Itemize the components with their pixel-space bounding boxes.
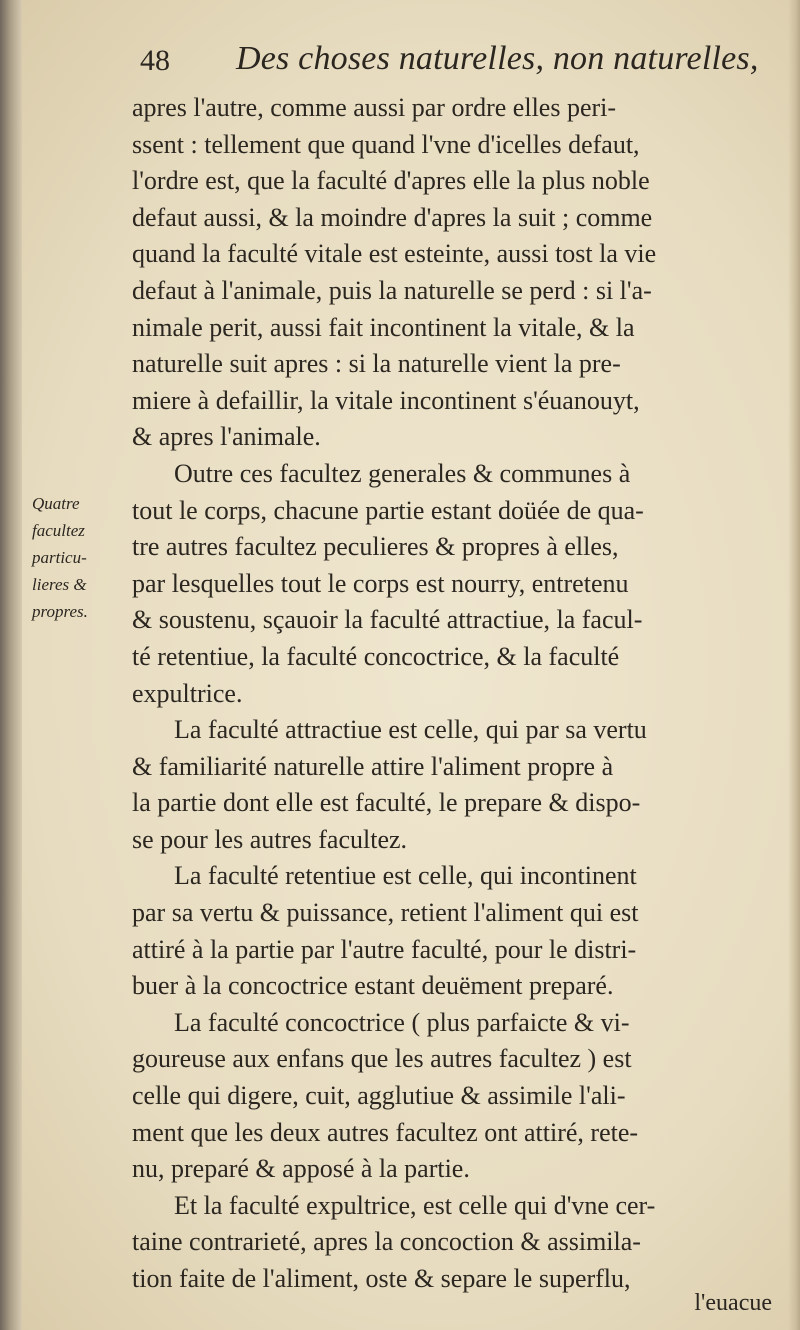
text-line: Et la faculté expultrice, est celle qui d'vne cer- xyxy=(174,1190,656,1220)
text-line: se pour les autres facultez. xyxy=(132,824,408,854)
text-line: Outre ces facultez generales & communes à xyxy=(174,458,631,488)
text-line: apres l'autre, comme aussi par ordre elles peri- xyxy=(132,93,617,122)
text-line: defaut aussi, & la moindre d'apres la suit ; comme xyxy=(132,202,653,232)
text-line: tre autres facultez peculieres & propres à elles, xyxy=(132,532,619,562)
margin-note-line: Quatre xyxy=(32,494,80,513)
text-line: attiré à la partie par l'autre faculté, pour le distri- xyxy=(132,934,637,964)
text-line: taine contrarieté, apres la concoction & assimila- xyxy=(132,1227,641,1257)
catchword: l'euacue xyxy=(694,1290,772,1316)
text-line: ment que les deux autres facultez ont attiré, rete- xyxy=(132,1117,639,1147)
text-line: expultrice. xyxy=(132,678,243,708)
text-line: la partie dont elle est faculté, le prepare & dispo- xyxy=(132,788,641,818)
text-line: tion faite de l'aliment, oste & separe le superflu, xyxy=(132,1264,631,1293)
margin-note-line: lieres & xyxy=(32,575,87,594)
text-line: La faculté concoctrice ( plus parfaicte & vi- xyxy=(174,1007,630,1037)
text-line: La faculté retentiue est celle, qui incontinent xyxy=(174,861,637,891)
text-line: & soustenu, sçauoir la faculté attractiue, la facul- xyxy=(132,605,643,635)
text-line: & apres l'animale. xyxy=(132,422,321,452)
margin-note-line: particu- xyxy=(32,548,87,567)
text-line: tout le corps, chacune partie estant doüée de qua- xyxy=(132,495,644,525)
running-title: Des choses naturelles, non naturelles, xyxy=(236,40,759,77)
text-line: & familiarité naturelle attire l'aliment propre à xyxy=(132,751,614,781)
margin-note-line: facultez xyxy=(32,521,85,540)
text-line: té retentiue, la faculté concoctrice, & la faculté xyxy=(132,641,620,671)
page-number: 48 xyxy=(140,44,170,77)
page-edge-shadow xyxy=(788,0,800,1330)
text-line: par lesquelles tout le corps est nourry, entretenu xyxy=(132,568,629,598)
text-line: quand la faculté vitale est esteinte, aussi tost la vie xyxy=(132,239,657,269)
binding-gutter xyxy=(0,0,22,1330)
text-line: l'ordre est, que la faculté d'apres elle la plus noble xyxy=(132,166,650,196)
text-line: celle qui digere, cuit, agglutiue & assimile l'ali- xyxy=(132,1081,626,1111)
text-line: buer à la concoctrice estant deuëment preparé. xyxy=(132,971,614,1001)
text-line: naturelle suit apres : si la naturelle vient la pre- xyxy=(132,349,621,379)
text-line: defaut à l'animale, puis la naturelle se perd : si l'a- xyxy=(132,275,652,305)
text-line: nimale perit, aussi fait incontinent la vitale, & la xyxy=(132,312,635,342)
text-line: par sa vertu & puissance, retient l'aliment qui est xyxy=(132,898,639,928)
text-line: ssent : tellement que quand l'vne d'icelles defaut, xyxy=(132,129,640,159)
margin-note xyxy=(32,490,128,625)
margin-note-line: propres. xyxy=(32,602,88,621)
body-text xyxy=(132,90,782,1298)
text-line: La faculté attractiue est celle, qui par sa vertu xyxy=(174,715,647,745)
text-line: goureuse aux enfans que les autres facultez ) est xyxy=(132,1044,632,1074)
page-header xyxy=(140,40,780,90)
text-line: nu, preparé & apposé à la partie. xyxy=(132,1154,470,1184)
text-line: miere à defaillir, la vitale incontinent s'éuanouyt, xyxy=(132,385,640,415)
